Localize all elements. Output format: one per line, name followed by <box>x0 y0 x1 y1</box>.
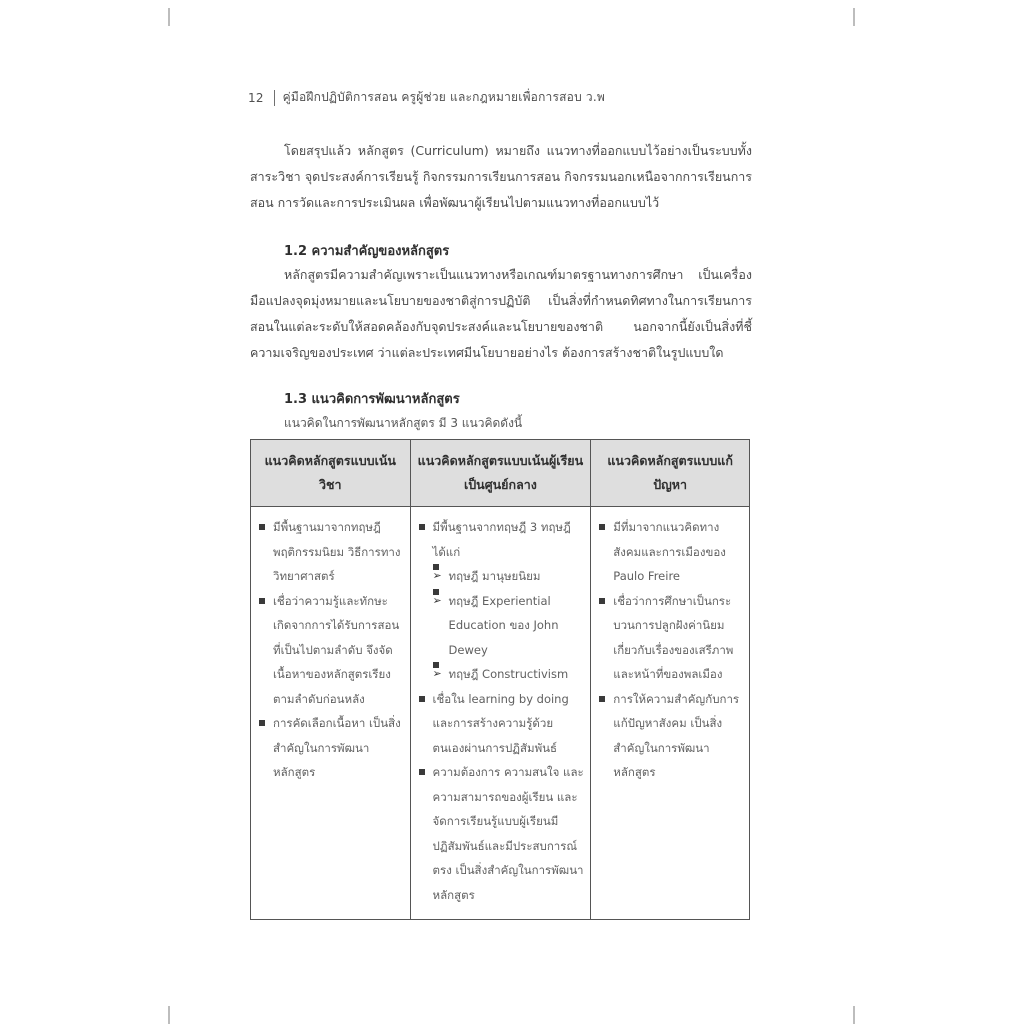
cell-problem-centered <box>591 507 750 920</box>
sub-list-item: ➢ ทฤษฎี Constructivism <box>433 662 585 687</box>
section-intro: แนวคิดในการพัฒนาหลักสูตร มี 3 แนวคิดดังนี้ <box>284 416 523 430</box>
header-learner-centered: แนวคิดหลักสูตรแบบเน้นผู้เรียนเป็นศูนย์กลาง <box>410 440 591 507</box>
list-item-text: มีพื้นฐานจากทฤษฎี 3 ทฤษฎี ได้แก่ <box>432 520 571 559</box>
list-item: การคัดเลือกเนื้อหา เป็นสิ่งสำคัญในการพัฒนาหลักสูตร <box>259 711 404 785</box>
paragraph-definition: โดยสรุปแล้ว หลักสูตร (Curriculum) หมายถึง แนวทางที่ออกแบบไว้อย่างเป็นระบบทั้งสาระวิชา จุดประสงค์การเรียนรู้ กิจกรรมการเรียนการสอน กิจกรรมนอกเหนือจากการเรียนการสอน การวัดและการประเมินผล เพื่อพัฒนาผู้เรียนไปตามแนวทางที่ออกแบบไว้ <box>250 143 752 210</box>
sub-list-item: ➢ ทฤษฎี Experiential Education ของ John Dewey <box>433 589 585 663</box>
list-item: เชื่อว่าความรู้และทักษะเกิดจากการได้รับการสอนที่เป็นไปตามลำดับ จึงจัดเนื้อหาของหลักสูตรเรียงตามลำดับก่อนหลัง <box>259 589 404 712</box>
sub-list-item: ➢ ทฤษฎี มานุษยนิยม <box>433 564 585 589</box>
list-item: มีพื้นฐานมาจากทฤษฎีพฤติกรรมนิยม วิธีการทางวิทยาศาสตร์ <box>259 515 404 589</box>
table-header-row <box>251 440 750 507</box>
section-heading-1-2: 1.2 ความสำคัญของหลักสูตร <box>284 244 450 259</box>
running-head-title: คู่มือฝึกปฏิบัติการสอน ครูผู้ช่วย และกฎหมายเพื่อการสอบ ว.พ <box>282 90 605 104</box>
list-item: เชื่อว่าการศึกษาเป็นกระบวนการปลูกฝังค่านิยมเกี่ยวกับเรื่องของเสรีภาพและหน้าที่ของพลเมือง <box>599 589 743 687</box>
paragraph-importance: หลักสูตรมีความสำคัญเพราะเป็นแนวทางหรือเกณฑ์มาตรฐานทางการศึกษา เป็นเครื่องมือแปลงจุดมุ่งหมายและนโยบายของชาติสู่การปฏิบัติ เป็นสิ่งที่กำหนดทิศทางในการเรียนการสอนในแต่ละระดับให้สอดคล้องกับจุดประสงค์และนโยบายของชาติ นอกจากนี้ยังเป็นสิ่งที่ชี้ความเจริญของประเทศ ว่าแต่ละประเทศมีนโยบายอย่างไร ต้องการสร้างชาติในรูปแบบใด <box>250 267 752 360</box>
list-item: มีที่มาจากแนวคิดทางสังคมและการเมืองของ Paulo Freire <box>599 515 743 589</box>
list-item: เชื่อใน learning by doing และการสร้างความรู้ด้วยตนเองผ่านการปฏิสัมพันธ์ <box>419 687 585 761</box>
header-subject-centered: แนวคิดหลักสูตรแบบเน้นวิชา <box>251 440 411 507</box>
header-problem-centered: แนวคิดหลักสูตรแบบแก้ปัญหา <box>591 440 750 507</box>
running-head <box>248 88 605 107</box>
cell-learner-centered <box>410 507 591 920</box>
running-head-divider <box>274 90 275 106</box>
list-item: ความต้องการ ความสนใจ และความสามารถของผู้เรียน และจัดการเรียนรู้แบบผู้เรียนมีปฏิสัมพันธ์และมีประสบการณ์ตรง เป็นสิ่งสำคัญในการพัฒนาหลักสูตร <box>419 760 585 907</box>
section-heading-1-3: 1.3 แนวคิดการพัฒนาหลักสูตร <box>284 392 460 407</box>
page-number: 12 <box>248 90 264 105</box>
curriculum-concepts-table <box>250 439 750 920</box>
list-item: การให้ความสำคัญกับการแก้ปัญหาสังคม เป็นสิ่งสำคัญในการพัฒนาหลักสูตร <box>599 687 743 785</box>
table-row <box>251 507 750 920</box>
list-item <box>419 515 585 687</box>
cell-subject-centered <box>251 507 411 920</box>
